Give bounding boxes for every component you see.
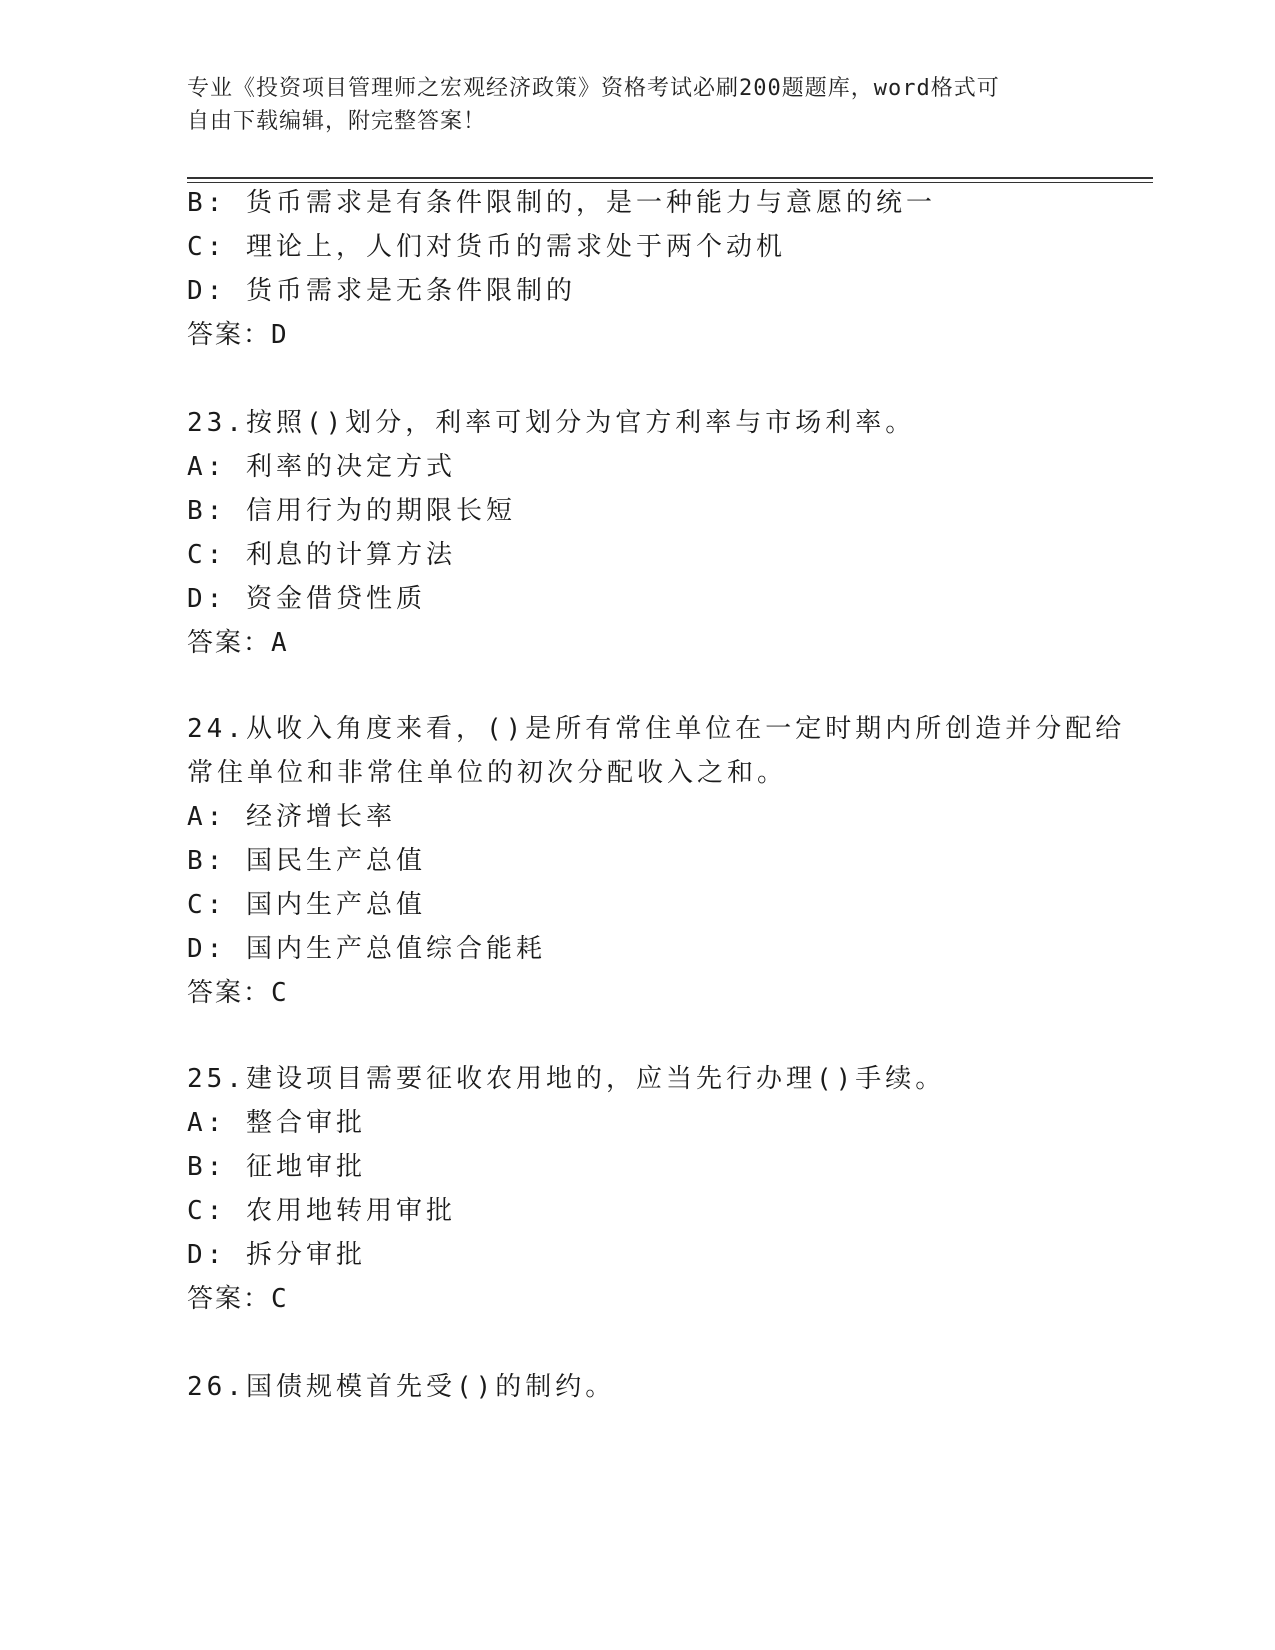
header-line-1: 专业《投资项目管理师之宏观经济政策》资格考试必刷200题题库，word格式可 (187, 76, 1000, 101)
q23-option-d: D: 资金借贷性质 (187, 584, 426, 614)
q25-option-a: A: 整合审批 (187, 1108, 366, 1138)
q25-option-c: C: 农用地转用审批 (187, 1196, 456, 1226)
q22-answer: 答案：D (187, 320, 289, 350)
q25-option-d: D: 拆分审批 (187, 1240, 366, 1270)
q24-option-b: B: 国民生产总值 (187, 846, 426, 876)
q24-answer: 答案：C (187, 978, 289, 1008)
q25-option-b: B: 征地审批 (187, 1152, 366, 1182)
header-rule-thin (187, 182, 1153, 183)
q24-stem-line-2: 常住单位和非常住单位的初次分配收入之和。 (187, 758, 788, 788)
q25-answer: 答案：C (187, 1284, 289, 1314)
q22-option-d: D: 货币需求是无条件限制的 (187, 276, 576, 306)
q23-option-a: A: 利率的决定方式 (187, 452, 456, 482)
q25-stem: 25.建设项目需要征收农用地的，应当先行办理()手续。 (187, 1064, 946, 1094)
q23-answer: 答案：A (187, 628, 289, 658)
q22-option-b: B: 货币需求是有条件限制的，是一种能力与意愿的统一 (187, 188, 936, 218)
q24-option-d: D: 国内生产总值综合能耗 (187, 934, 546, 964)
q23-option-b: B: 信用行为的期限长短 (187, 496, 516, 526)
q23-stem: 23.按照()划分，利率可划分为官方利率与市场利率。 (187, 408, 916, 438)
document-header (187, 72, 1087, 138)
header-line-2: 自由下载编辑，附完整答案！ (187, 109, 487, 134)
q22-option-c: C: 理论上，人们对货币的需求处于两个动机 (187, 232, 786, 262)
q26-stem: 26.国债规模首先受()的制约。 (187, 1372, 616, 1402)
header-rule-thick (187, 177, 1153, 179)
q23-option-c: C: 利息的计算方法 (187, 540, 456, 570)
q24-stem-line-1: 24.从收入角度来看，()是所有常住单位在一定时期内所创造并分配给 (187, 714, 1126, 744)
q24-option-a: A: 经济增长率 (187, 802, 396, 832)
q24-option-c: C: 国内生产总值 (187, 890, 426, 920)
